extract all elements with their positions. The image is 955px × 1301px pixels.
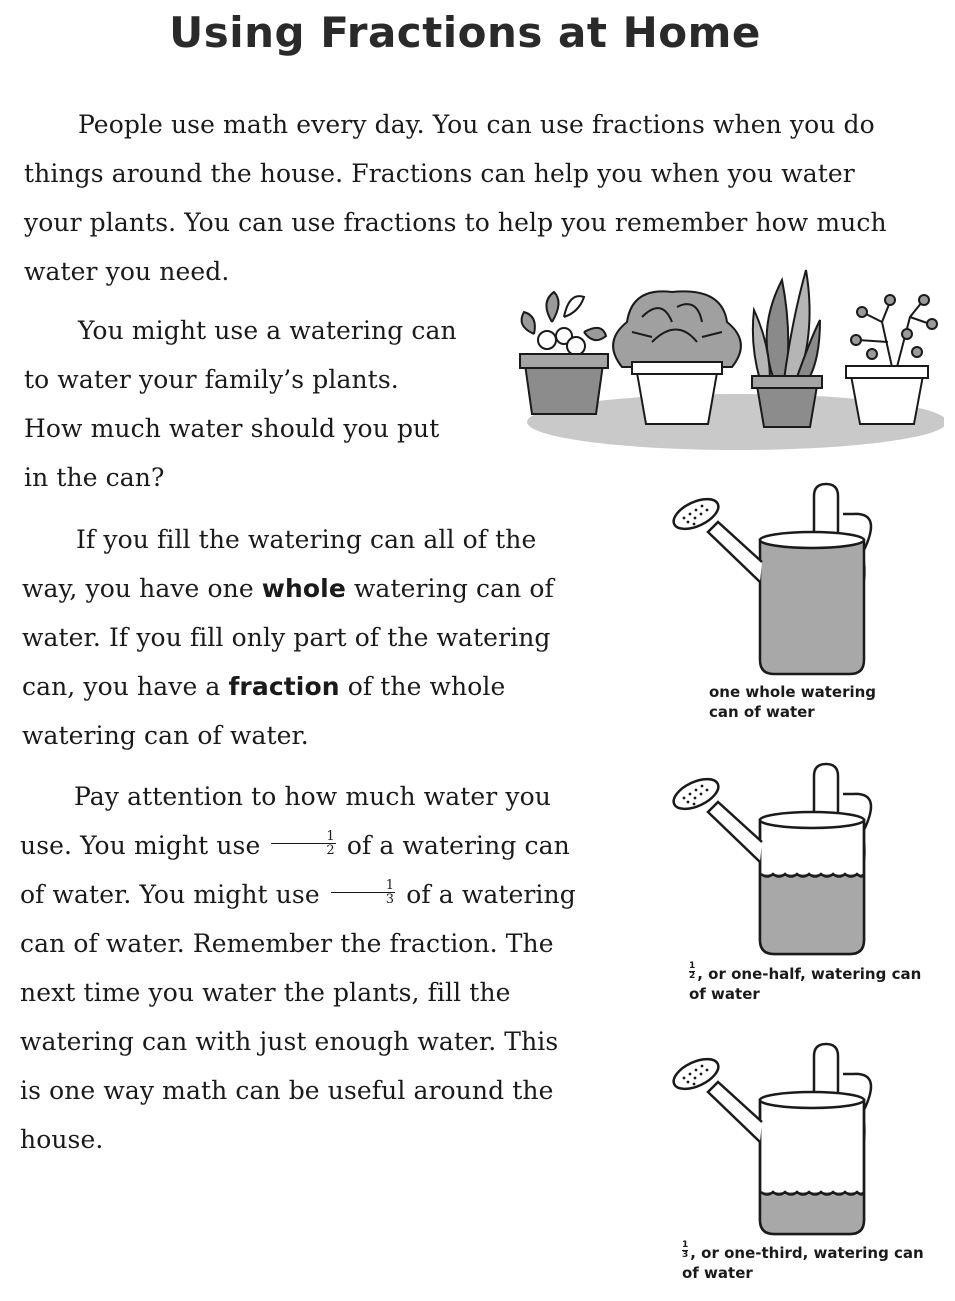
fraction-numerator: 1	[271, 830, 335, 844]
term-whole: whole	[261, 574, 346, 603]
text-segment: Pay attention to how much water you use. You might use	[20, 782, 551, 860]
watering-can-third-icon	[668, 1042, 898, 1242]
caption-whole: one whole watering can of water	[709, 683, 877, 721]
watering-can-half-icon	[668, 762, 898, 962]
caption-half	[689, 961, 929, 1004]
caption-fraction-third	[682, 1241, 688, 1260]
caption-text: , or one-third, watering can of water	[682, 1244, 924, 1282]
paragraph-watering-can: You might use a watering can to water your family’s plants. How much water should you put in the can?	[24, 316, 457, 492]
caption-third	[682, 1240, 932, 1283]
text-segment: watering can of water. If you fill only part of the watering can, you have a	[22, 574, 554, 701]
fraction-one-half	[271, 830, 335, 857]
text-segment: of a watering can of water. Remember the fraction. The next time you water the plants, fill the watering can with just enough water. This is one way math can be useful around the house.	[20, 880, 576, 1154]
text-segment: of a watering can of water. You might use	[20, 831, 570, 909]
page-title: Using Fractions at Home	[169, 8, 761, 57]
plant-one-icon	[520, 292, 608, 414]
text-segment: If you fill the watering can all of the way, you have one	[22, 525, 537, 603]
caption-text: , or one-half, watering can of water	[689, 965, 922, 1003]
paragraph-pay-attention	[20, 772, 580, 1164]
watering-can-whole-icon	[668, 482, 898, 682]
fraction-numerator: 1	[682, 1240, 689, 1250]
fraction-denominator: 3	[682, 1250, 689, 1260]
fraction-one-third	[331, 879, 395, 906]
term-fraction: fraction	[228, 672, 340, 701]
potted-plants-illustration	[512, 262, 944, 452]
fraction-numerator: 1	[331, 879, 395, 893]
text-segment: of the whole watering can of water.	[22, 672, 506, 750]
paragraph-whole-fraction	[22, 515, 582, 760]
paragraph-intro: People use math every day. You can use fractions when you do things around the house. Fractions can help you when you water your plants. You can use fractions to help you remember how much water you need.	[24, 110, 887, 286]
plant-three-icon	[752, 270, 822, 427]
fraction-denominator: 3	[385, 892, 395, 907]
caption-fraction-half	[689, 962, 695, 981]
plant-four-icon	[846, 295, 937, 424]
fraction-numerator: 1	[689, 961, 696, 971]
fraction-denominator: 2	[689, 971, 696, 981]
fraction-denominator: 2	[326, 843, 335, 858]
